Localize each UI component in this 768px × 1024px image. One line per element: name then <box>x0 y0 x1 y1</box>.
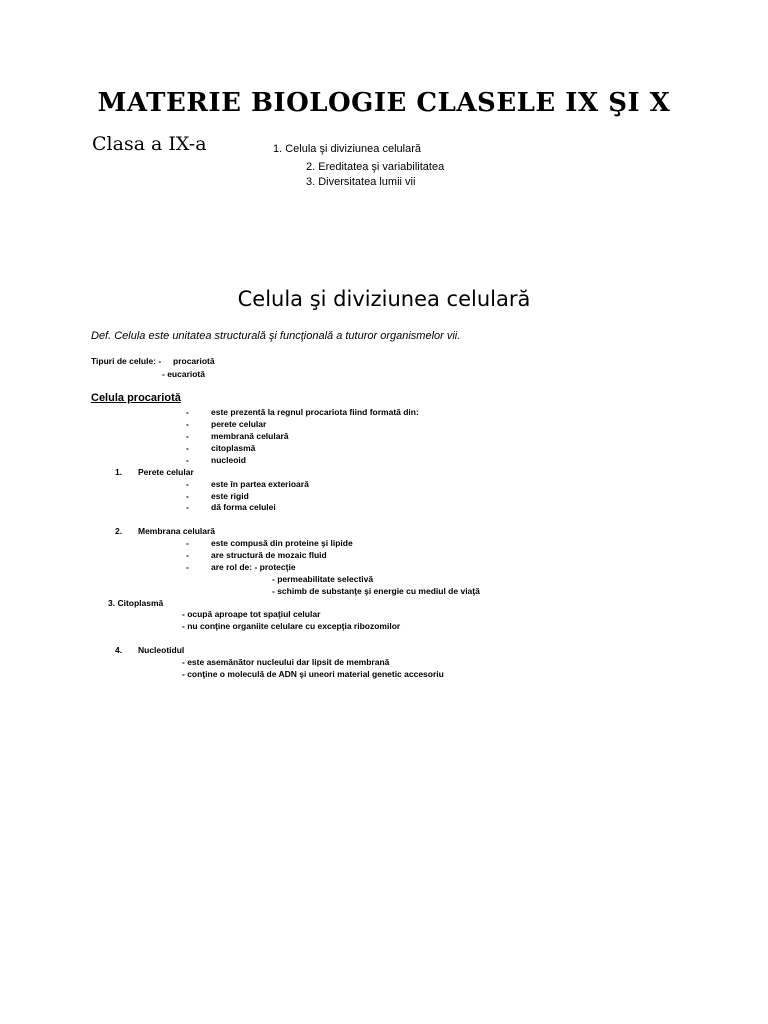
cell-types-label: Tipuri de celule: - <box>91 356 162 366</box>
dash: - <box>186 443 189 453</box>
membrana-bullet: are structură de mozaic fluid <box>211 550 327 560</box>
section-title: Celula şi diviziunea celulară <box>237 287 531 311</box>
dash: - <box>186 502 189 512</box>
item-number: 2. <box>115 526 123 536</box>
toc-item-2: 2. Ereditatea şi variabilitatea <box>306 161 445 173</box>
dash: - <box>186 491 189 501</box>
toc-item-1: 1. Celula şi diviziunea celulară <box>273 143 421 155</box>
perete-bullet: dă forma celulei <box>211 502 276 512</box>
procariota-bullet: citoplasmă <box>211 443 256 453</box>
dash: - <box>186 455 189 465</box>
class-label: Clasa a IX-a <box>92 133 207 155</box>
toc-item-3: 3. Diversitatea lumii vii <box>306 176 416 188</box>
item-number: 1. <box>115 467 123 477</box>
cell-type-procariota: procariotă <box>173 356 215 366</box>
procariota-bullet: perete celular <box>211 419 267 429</box>
item-number: 4. <box>115 645 123 655</box>
procariota-heading: Celula procariotă <box>91 392 181 404</box>
dash: - <box>186 419 189 429</box>
membrana-title: Membrana celulară <box>138 526 216 536</box>
dash: - <box>186 550 189 560</box>
dash: - <box>186 407 189 417</box>
dash: - <box>186 479 189 489</box>
procariota-bullet: membrană celulară <box>211 431 289 441</box>
perete-bullet: este în partea exterioară <box>211 479 309 489</box>
membrana-bullet: este compusă din proteine şi lipide <box>211 538 353 548</box>
dash: - <box>186 538 189 548</box>
dash: - <box>186 431 189 441</box>
perete-title: Perete celular <box>138 467 194 477</box>
citoplasma-line: - ocupă aproape tot spaţiul celular <box>182 609 321 619</box>
citoplasma-title: 3. Citoplasmă <box>108 598 164 608</box>
nucleotidul-line: - conţine o moleculă de ADN şi uneori material genetic accesoriu <box>182 669 444 679</box>
nucleotidul-line: - este asemănător nucleului dar lipsit de membrană <box>182 657 390 667</box>
perete-bullet: este rigid <box>211 491 249 501</box>
nucleotidul-title: Nucleotidul <box>138 645 185 655</box>
citoplasma-line: - nu conţine organiite celulare cu excepţia ribozomilor <box>182 621 401 631</box>
membrana-role: - schimb de substanţe şi energie cu mediul de viaţă <box>272 586 480 596</box>
procariota-bullet: este prezentă la regnul procariota fiind formată din: <box>211 407 419 417</box>
membrana-role: - permeabilitate selectivă <box>272 574 374 584</box>
dash: - <box>186 562 189 572</box>
cell-type-eucariota: - eucariotă <box>162 369 205 379</box>
page-title: MATERIE BIOLOGIE CLASELE IX ŞI X <box>97 88 671 118</box>
procariota-bullet: nucleoid <box>211 455 246 465</box>
membrana-bullet: are rol de: - protecţie <box>211 562 296 572</box>
definition-text: Def. Celula este unitatea structurală şi funcţională a tuturor organismelor vii. <box>91 330 461 342</box>
